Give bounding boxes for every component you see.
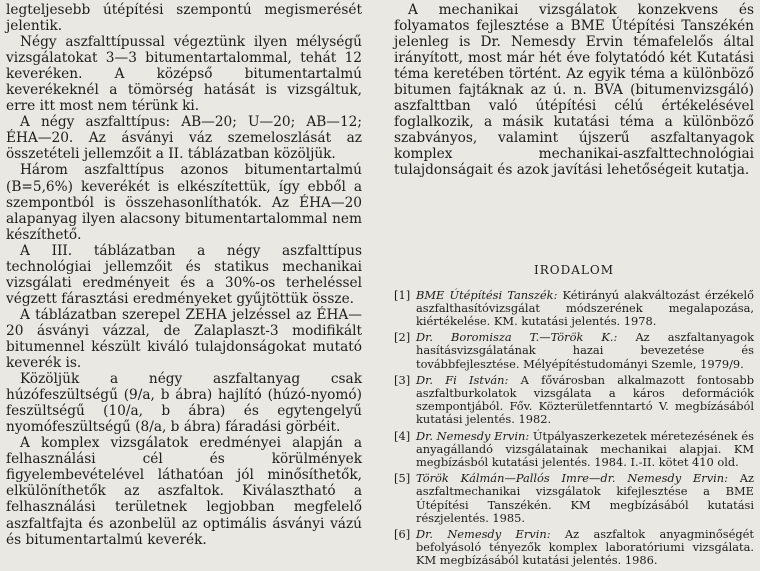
references-heading: IRODALOM [534,262,614,277]
left-column [6,2,362,548]
reference-number: [4] [394,428,411,443]
right-column [394,2,754,571]
reference-item [394,430,754,470]
reference-number: [6] [394,526,411,541]
reference-author: Dr. Nemesdy Ervin: [416,526,551,541]
reference-list [394,289,754,568]
reference-text: Útpályaszerkezetek méretezésének és anyagállandó vizsgálatainak mechanikai alapjai. KM megbízásból kutatási jelentés. 1984. I.-II. kötet 410 old. [416,428,754,469]
paragraph: A komplex vizsgálatok eredményei alapján a felhasználási cél és körülmények figyelembevételével láthatóan jól minősíthetők, elkülöníthetők az aszfaltok. Kiválasztható a felhasználási területnek legjobban megfelelő aszfaltfajta és azonbelül az optimális ásványi vázú és bitumentartalmú keverék. [6,435,362,548]
reference-number: [3] [394,372,411,387]
reference-item [394,472,754,525]
reference-item [394,289,754,329]
paragraph: A négy aszfalttípus: AB—20; U—20; AB—12; ÉHA—20. Az ásványi váz szemeloszlását az összetételi jellemzőit a II. táblázatban közöljük. [6,114,362,163]
paragraph: Három aszfalttípus azonos bitumentartalmú (B=5,6%) keverékét is elkészítettük, így ebből a szempontból is összehasonlíthatók. Az ÉHA—20 alapanyag ilyen alacsony bitumentartalommal nem készíthető. [6,162,362,243]
reference-item [394,528,754,568]
reference-author: BME Útépítési Tanszék: [416,287,558,302]
reference-item [394,374,754,427]
reference-text: A fővárosban alkalmazott fontosabb aszfaltburkolatok vizsgálata a káros deformációk szempontjából. Főv. Közterületfenntartó V. megbízásából kutatási jelentés. 1982. [416,372,754,427]
paragraph: legteljesebb útépítési szempontú megismerését jelentik. [6,2,362,35]
reference-author: Dr. Nemesdy Ervin: [416,428,530,443]
reference-text: Az aszfaltmechanikai vizsgálatok kifejlesztése a BME Útépítési Tanszékén. KM megbízásából kutatási részjelentés. 1985. [416,471,754,525]
paragraph: Négy aszfalttípussal végeztünk ilyen mélységű vizsgálatokat 3—3 bitumentartalommal, tehát 12 keveréken. A középső bitumentartalmú keverékeknél a tömörség hatását is vizsgáltuk, erre itt most nem térünk ki. [6,34,362,115]
reference-number: [2] [394,330,411,345]
paragraph: Közöljük a négy aszfaltanyag csak húzófeszültségű (9/a, b ábra) hajlító (húzó-nyomó) feszültségű (10/a, b ábra) és egytengelyű nyomófeszültségű (8/a, b ábra) fáradási görbéit. [6,371,362,436]
paragraph: A táblázatban szerepel ZEHA jelzéssel az ÉHA—20 ásványi vázzal, de Zalaplaszt-3 modifikált bitumennel készült kiváló tulajdonságokat mutató keverék is. [6,306,362,372]
reference-author: Dr. Boromisza T.—Török K.: [416,330,618,345]
reference-text: Az aszfaltok anyagminőségét befolyásoló tényezők komplex laboratóriumi vizsgálata. KM megbízásából kutatási jelentés. 1986. [416,526,754,568]
reference-item [394,331,754,371]
reference-author: Török Kálmán—Pallós Imre—dr. Nemesdy Ervin: [416,471,728,486]
reference-number: [5] [394,471,411,486]
reference-text: Az aszfaltanyagok hasításvizsgálatának hazai bevezetése és továbbfejlesztése. Mélyépítéstudományi Szemle, 1979/9. [416,330,754,371]
reference-text: Kétirányú alakváltozást érzékelő aszfalthasítóvizsgálat módszerének megalapozása, kiértékelése. KM. kutatási jelentés. 1978. [416,287,755,328]
paragraph: A III. táblázatban a négy aszfalttípus technológiai jellemzőit és statikus mechanikai vizsgálati eredményeit és a 30%-os terheléssel végzett fárasztási eredményeket gyűjtöttük össze. [6,242,362,307]
reference-author: Dr. Fi István: [416,372,509,387]
paragraph: A mechanikai vizsgálatok konzekvens és folyamatos fejlesztése a BME Útépítési Tanszékén jelenleg is Dr. Nemesdy Ervin témafelelős által irányított, most már hét éve folytatódó két Kutatási téma keretében történt. Az egyik téma a különböző bitumen fajtáknak az ú. n. BVA (bitumenvizsgáló) aszfalttban való útépítési célú értékelésével foglalkozik, a másik kutatási téma a különböző szabványos, valamint újszerű aszfaltanyagok komplex mechanikai-aszfalttechnológiai tulajdonságait és azok javítási lehetőségeit kutatja. [394,2,754,179]
reference-number: [1] [394,287,411,302]
